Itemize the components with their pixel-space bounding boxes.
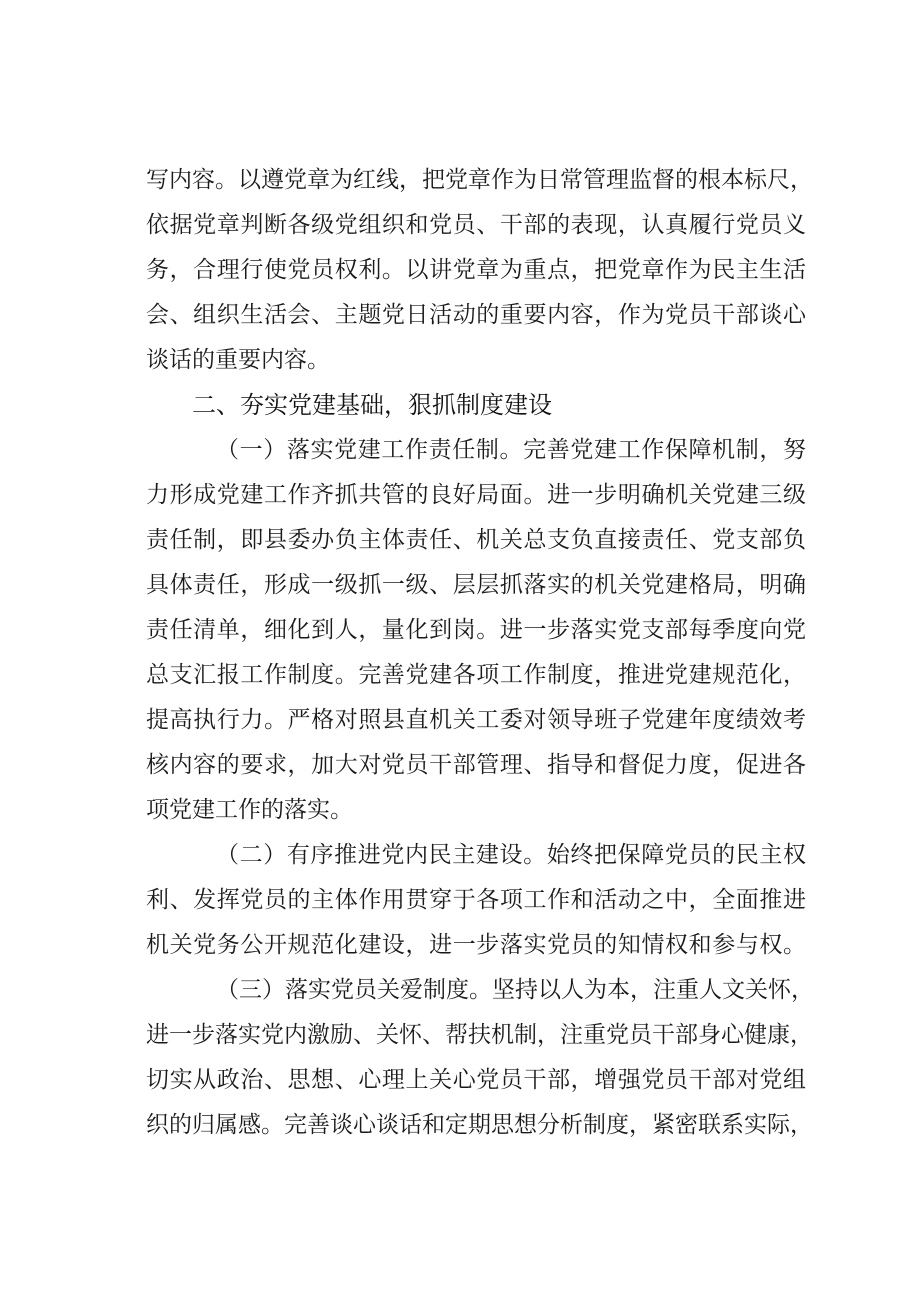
paragraph-line: 机关党务公开规范化建设，进一步落实党员的知情权和参与权。 (146, 932, 806, 958)
paragraph-line: 织的归属感。完善谈心谈话和定期思想分析制度，紧密联系实际， (146, 1112, 813, 1138)
paragraph-line: 依据党章判断各级党组织和党员、干部的表现，认真履行党员义 (146, 212, 806, 238)
paragraph-line: 总支汇报工作制度。完善党建各项工作制度，推进党建规范化， (146, 662, 806, 688)
paragraph-line: 切实从政治、思想、心理上关心党员干部，增强党员干部对党组 (146, 1067, 806, 1093)
paragraph-line: 责任制，即县委办负主体责任、机关总支负直接责任、党支部负 (146, 527, 806, 553)
paragraph-line: 项党建工作的落实。 (146, 797, 353, 823)
paragraph-line: 利、发挥党员的主体作用贯穿于各项工作和活动之中，全面推进 (146, 887, 806, 913)
paragraph-line: 进一步落实党内激励、关怀、帮扶机制，注重党员干部身心健康， (146, 1022, 813, 1048)
paragraph-line: 提高执行力。严格对照县直机关工委对领导班子党建年度绩效考 (146, 707, 806, 733)
paragraph-line: 务，合理行使党员权利。以讲党章为重点，把党章作为民主生活 (146, 257, 806, 283)
paragraph-line: （三）落实党员关爱制度。坚持以人为本，注重人文关怀， (216, 977, 814, 1003)
paragraph-line: 责任清单，细化到人，量化到岗。进一步落实党支部每季度向党 (146, 617, 806, 643)
paragraph-line: （二）有序推进党内民主建设。始终把保障党员的民主权 (216, 842, 806, 868)
paragraph-line: 力形成党建工作齐抓共管的良好局面。进一步明确机关党建三级 (146, 482, 806, 508)
paragraph-line: （一）落实党建工作责任制。完善党建工作保障机制，努 (216, 437, 806, 463)
paragraph-line: 谈话的重要内容。 (146, 347, 330, 373)
paragraph-line: 核内容的要求，加大对党员干部管理、指导和督促力度，促进各 (146, 752, 806, 778)
paragraph-line: 具体责任，形成一级抓一级、层层抓落实的机关党建格局，明确 (146, 572, 806, 598)
paragraph-line: 会、组织生活会、主题党日活动的重要内容，作为党员干部谈心 (146, 302, 806, 328)
paragraph-line: 写内容。以遵党章为红线，把党章作为日常管理监督的根本标尺， (146, 167, 813, 193)
section-heading: 二、夯实党建基础，狠抓制度建设 (192, 391, 552, 419)
